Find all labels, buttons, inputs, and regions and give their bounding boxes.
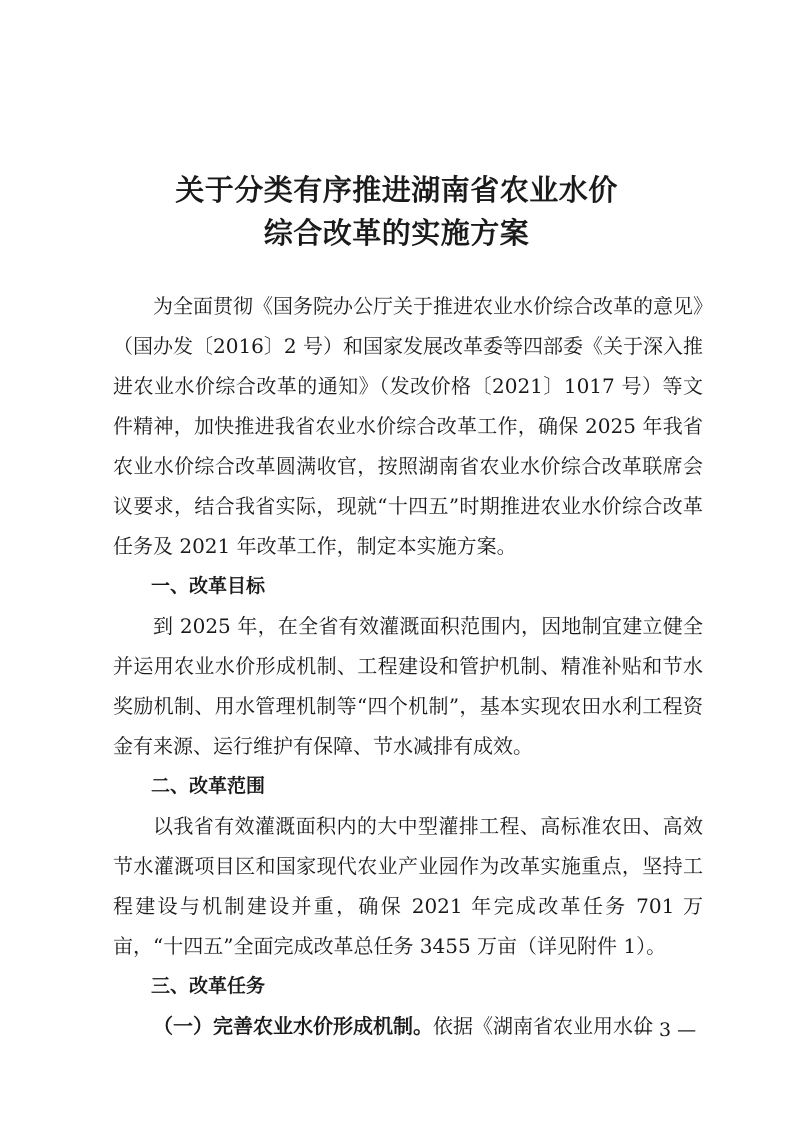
section-heading-goals: 一、改革目标 [151, 575, 266, 597]
document-body [113, 286, 703, 1046]
goals-paragraph: 到 2025 年，在全省有效灌溉面积范围内，因地制宜建立健全并运用农业水价形成机制、工程建设和管护机制、精准补贴和节水奖励机制、用水管理机制等“四个机制”，基本实现农田水利工程资金有来源、运行维护有保障、节水减排有成效。 [113, 614, 703, 758]
section-heading-scope: 二、改革范围 [151, 775, 266, 797]
scope-paragraph: 以我省有效灌溉面积内的大中型灌排工程、高标准农田、高效节水灌溉项目区和国家现代农业产业园作为改革实施重点，坚持工程建设与机制建设并重，确保 2021 年完成改革任务 701 万亩，“十四五”全面完成改革总任务 3455 万亩（详见附件 1）。 [113, 814, 703, 958]
tasks-paragraph [113, 1006, 703, 1046]
document-title-line-1: 关于分类有序推进湖南省农业水价 [175, 173, 618, 207]
subsection-lead-pricing: （一）完善农业水价形成机制。 [153, 1014, 433, 1038]
section-heading-tasks: 三、改革任务 [151, 975, 266, 997]
subsection-text-pricing: 依据《湖南省农业用水价 [433, 1014, 653, 1038]
intro-paragraph: 为全面贯彻《国务院办公厅关于推进农业水价综合改革的意见》（国办发〔2016〕2 号）和国家发展改革委等四部委《关于深入推进农业水价综合改革的通知》（发改价格〔2021〕1017 号）等文件精神，加快推进我省农业水价综合改革工作，确保 2025 年我省农业水价综合改革圆满收官，按照湖南省农业水价综合改革联席会议要求，结合我省实际，现就“十四五”时期推进农业水价综合改革任务及 2021 年改革工作，制定本实施方案。 [113, 294, 703, 558]
document-title-line-2: 综合改革的实施方案 [263, 216, 530, 250]
page-number: — 3 — [633, 1019, 697, 1041]
